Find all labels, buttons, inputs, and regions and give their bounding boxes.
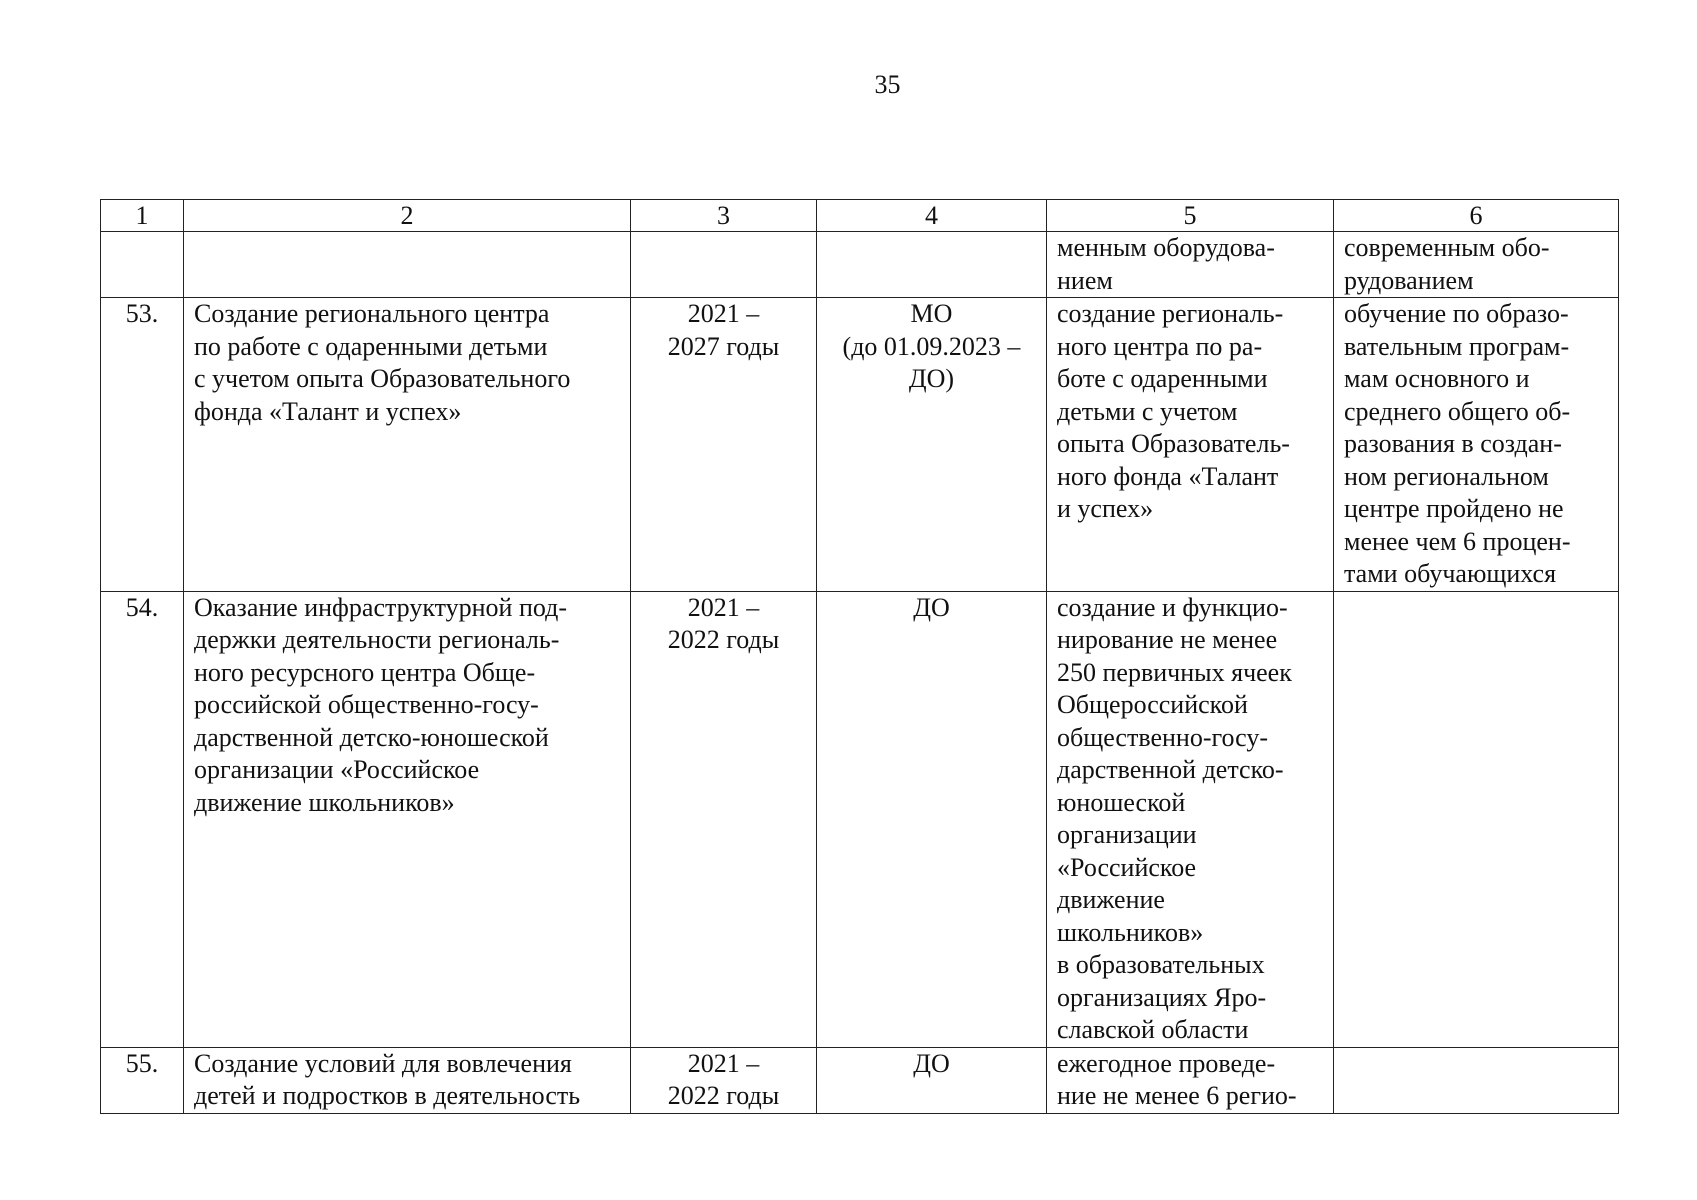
cell-period bbox=[631, 232, 817, 298]
cell-number bbox=[101, 232, 184, 298]
table-header-row bbox=[101, 200, 1619, 232]
page-number: 35 bbox=[874, 70, 901, 99]
cell-result: создание и функцио- нирование не менее 250 первичных ячеек Общероссийской общественно-госу- дарственной детско- юношеской организации «Российское движение школьников» в образовательных организациях Яро- славской области bbox=[1047, 591, 1334, 1047]
cell-period: 2021 – 2022 годы bbox=[631, 591, 817, 1047]
header-cell: 5 bbox=[1047, 200, 1334, 232]
plan-table bbox=[100, 199, 1619, 1114]
cell-activity bbox=[184, 232, 631, 298]
cell-indicator: обучение по образо- вательным програм- мам основного и среднего общего об- разования в создан- ном региональном центре пройдено не менее чем 6 процен- тами обучающихся bbox=[1334, 298, 1619, 592]
cell-number: 54. bbox=[101, 591, 184, 1047]
cell-result: ежегодное проведе- ние не менее 6 регио- bbox=[1047, 1047, 1334, 1113]
table-row bbox=[101, 298, 1619, 592]
cell-result: создание региональ- ного центра по ра- боте с одаренными детьми с учетом опыта Образователь- ного фонда «Талант и успех» bbox=[1047, 298, 1334, 592]
cell-activity: Создание регионального центра по работе с одаренными детьми с учетом опыта Образовательного фонда «Талант и успех» bbox=[184, 298, 631, 592]
cell-indicator: современным обо- рудованием bbox=[1334, 232, 1619, 298]
cell-result: менным оборудова- нием bbox=[1047, 232, 1334, 298]
cell-indicator bbox=[1334, 1047, 1619, 1113]
cell-executor: ДО bbox=[817, 1047, 1047, 1113]
cell-indicator bbox=[1334, 591, 1619, 1047]
header-cell: 2 bbox=[184, 200, 631, 232]
header-cell: 1 bbox=[101, 200, 184, 232]
cell-number: 55. bbox=[101, 1047, 184, 1113]
cell-executor bbox=[817, 232, 1047, 298]
table-row bbox=[101, 591, 1619, 1047]
cell-number: 53. bbox=[101, 298, 184, 592]
cell-executor: ДО bbox=[817, 591, 1047, 1047]
cell-period: 2021 – 2027 годы bbox=[631, 298, 817, 592]
table-row-continuation bbox=[101, 232, 1619, 298]
header-cell: 4 bbox=[817, 200, 1047, 232]
table-row bbox=[101, 1047, 1619, 1113]
cell-activity: Создание условий для вовлечения детей и подростков в деятельность bbox=[184, 1047, 631, 1113]
header-cell: 3 bbox=[631, 200, 817, 232]
cell-period: 2021 – 2022 годы bbox=[631, 1047, 817, 1113]
cell-activity: Оказание инфраструктурной под- держки деятельности региональ- ного ресурсного центра Обще- российской общественно-госу- дарственной детско-юношеской организации «Российское движение школьников» bbox=[184, 591, 631, 1047]
header-cell: 6 bbox=[1334, 200, 1619, 232]
cell-executor: МО (до 01.09.2023 – ДО) bbox=[817, 298, 1047, 592]
